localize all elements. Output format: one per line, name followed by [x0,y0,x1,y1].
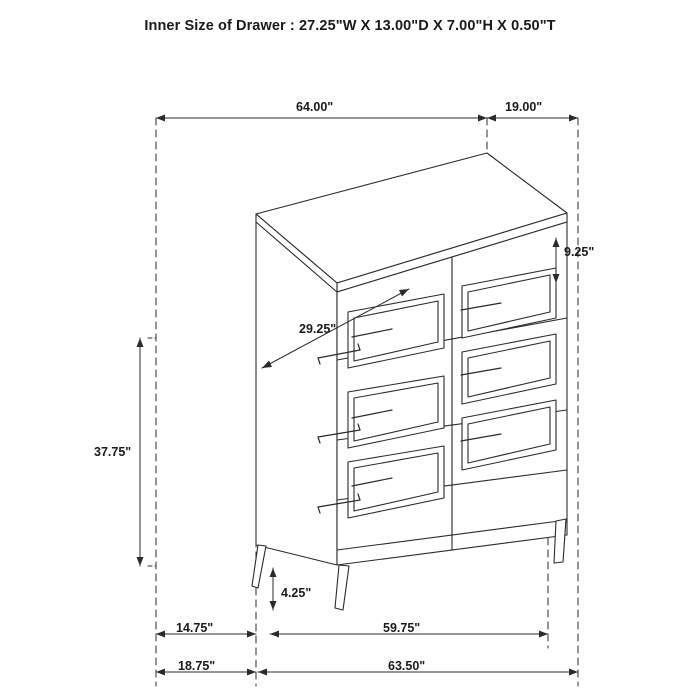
dim-top-width: 64.00" [296,100,334,114]
leg-front-right [554,519,566,563]
dim-front-width: 59.75" [383,621,421,635]
dim-base-front-width: 63.50" [388,659,426,673]
leg-back-left [252,545,266,588]
leg-front-left [335,565,349,610]
dim-overall-height: 37.75" [94,445,132,459]
dim-top-drawer-height: 9.25" [564,245,595,259]
dim-left-side-width: 14.75" [176,621,214,635]
dim-base-left-width: 18.75" [178,659,216,673]
page-title: Inner Size of Drawer : 27.25"W X 13.00"D X 7.00"H X 0.50"T [144,18,556,34]
dim-top-inner-depth: 29.25" [299,322,337,336]
dim-top-depth-right: 19.00" [505,100,543,114]
dim-leg-height: 4.25" [281,586,312,600]
